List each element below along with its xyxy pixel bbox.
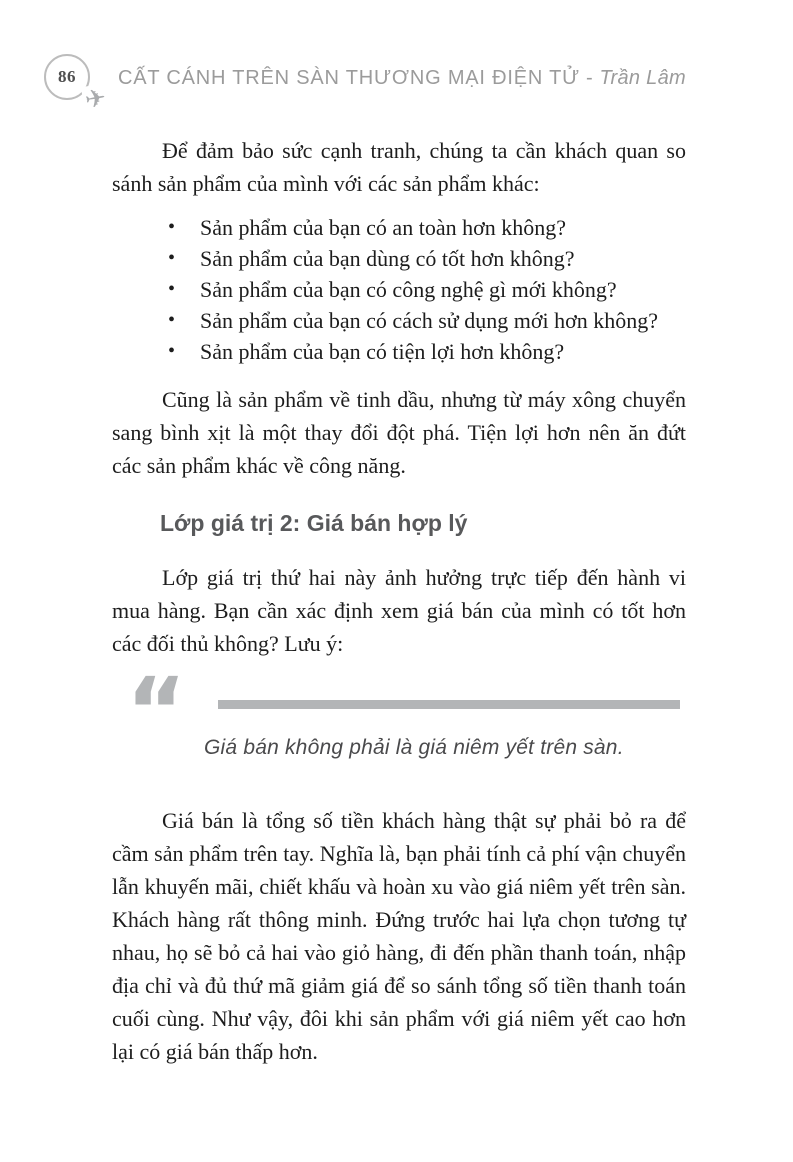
pull-quote (112, 658, 686, 804)
page-header (44, 54, 686, 115)
list-item: • Sản phẩm của bạn có an toàn hơn không? (112, 212, 686, 243)
page-number: 86 (58, 67, 76, 86)
page-body (112, 134, 686, 1068)
quote-text: Giá bán không phải là giá niêm yết trên sàn. (204, 736, 624, 759)
intro-paragraph: Để đảm bảo sức cạnh tranh, chúng ta cần khách quan so sánh sản phẩm của mình với các sản phẩm khác: (112, 138, 686, 196)
quote-icon: “ (126, 658, 183, 765)
author-name: Trần Lâm (599, 66, 686, 89)
closing-paragraph: Giá bán là tổng số tiền khách hàng thật sự phải bỏ ra để cầm sản phẩm trên tay. Nghĩa là, bạn phải tính cả phí vận chuyển lẫn khuyến mãi, chiết khấu và hoàn xu vào giá niêm yết trên sàn. Khách hàng rất thông minh. Đứng trước hai lựa chọn tương tự nhau, họ sẽ bỏ cả hai vào giỏ hàng, đi đến phần thanh toán, nhập địa chỉ và đủ thứ mã giảm giá để so sánh tổng số tiền thanh toán cuối cùng. Như vậy, đôi khi sản phẩm với giá niêm yết cao hơn lại có giá bán thấp hơn. (112, 808, 686, 1064)
page-number-badge (44, 54, 109, 115)
value-paragraph: Lớp giá trị thứ hai này ảnh hưởng trực tiếp đến hành vi mua hàng. Bạn cần xác định xem giá bán của mình có tốt hơn các đối thủ không? Lưu ý: (112, 565, 686, 656)
list-item: • Sản phẩm của bạn có tiện lợi hơn không? (112, 336, 686, 367)
title-separator: - (586, 66, 594, 89)
quote-divider (218, 700, 680, 709)
list-item: • Sản phẩm của bạn dùng có tốt hơn không? (112, 243, 686, 274)
book-title: CẤT CÁNH TRÊN SÀN THƯƠNG MẠI ĐIỆN TỬ (118, 66, 581, 89)
airplane-icon: ✈ (82, 82, 109, 115)
list-item: • Sản phẩm của bạn có công nghệ gì mới không? (112, 274, 686, 305)
running-head (118, 67, 686, 90)
section-heading: Lớp giá trị 2: Giá bán hợp lý (160, 510, 468, 536)
question-bullet-list (112, 212, 686, 367)
list-item: • Sản phẩm của bạn có cách sử dụng mới hơn không? (112, 305, 686, 336)
comparison-paragraph: Cũng là sản phẩm về tinh dầu, nhưng từ máy xông chuyển sang bình xịt là một thay đổi đột phá. Tiện lợi hơn nên ăn đứt các sản phẩm khác về công năng. (112, 387, 686, 478)
